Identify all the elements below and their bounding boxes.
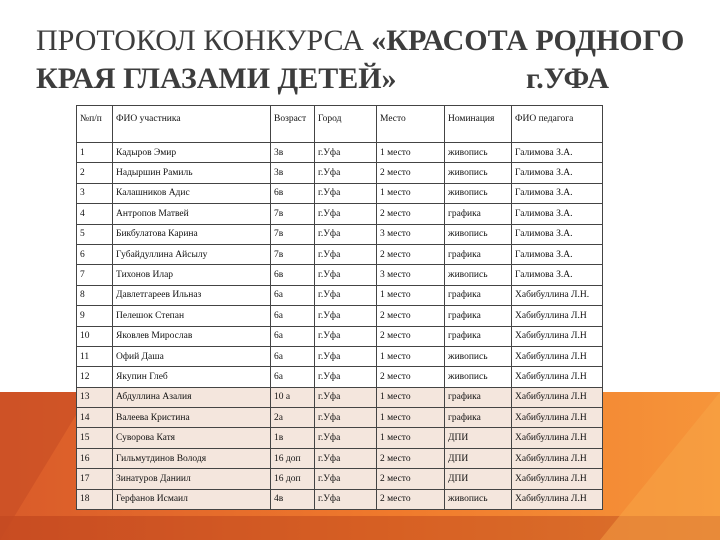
cell-col-city: г.Уфа bbox=[315, 469, 377, 489]
cell-col-age: 4в bbox=[271, 489, 315, 509]
cell-col-nomination: графика bbox=[445, 204, 512, 224]
cell-col-place: 2 место bbox=[377, 244, 445, 264]
cell-col-participant: Давлетгареев Ильназ bbox=[113, 285, 271, 305]
cell-col-number: 18 bbox=[77, 489, 113, 509]
results-table bbox=[76, 105, 603, 510]
cell-col-number: 7 bbox=[77, 265, 113, 285]
header-col-teacher: ФИО педагога bbox=[512, 106, 603, 143]
table-row bbox=[77, 428, 603, 448]
cell-col-city: г.Уфа bbox=[315, 306, 377, 326]
cell-col-city: г.Уфа bbox=[315, 367, 377, 387]
cell-col-city: г.Уфа bbox=[315, 326, 377, 346]
cell-col-number: 11 bbox=[77, 346, 113, 366]
cell-col-participant: Бикбулатова Карина bbox=[113, 224, 271, 244]
header-col-nomination: Номинация bbox=[445, 106, 512, 143]
cell-col-age: 6в bbox=[271, 265, 315, 285]
title-bold-part: «КРАСОТА РОДНОГО bbox=[371, 24, 685, 57]
cell-col-teacher: Галимова З.А. bbox=[512, 163, 603, 183]
header-col-city: Город bbox=[315, 106, 377, 143]
table-body bbox=[77, 143, 603, 510]
cell-col-city: г.Уфа bbox=[315, 265, 377, 285]
cell-col-city: г.Уфа bbox=[315, 143, 377, 163]
cell-col-participant: Кадыров Эмир bbox=[113, 143, 271, 163]
cell-col-teacher: Галимова З.А. bbox=[512, 244, 603, 264]
cell-col-city: г.Уфа bbox=[315, 387, 377, 407]
cell-col-teacher: Галимова З.А. bbox=[512, 265, 603, 285]
cell-col-age: 6а bbox=[271, 326, 315, 346]
cell-col-participant: Антропов Матвей bbox=[113, 204, 271, 224]
cell-col-participant: Суворова Катя bbox=[113, 428, 271, 448]
cell-col-participant: Якупин Глеб bbox=[113, 367, 271, 387]
table-row bbox=[77, 367, 603, 387]
cell-col-age: 2а bbox=[271, 408, 315, 428]
cell-col-place: 2 место bbox=[377, 306, 445, 326]
cell-col-participant: Пелешок Степан bbox=[113, 306, 271, 326]
cell-col-nomination: живопись bbox=[445, 265, 512, 285]
cell-col-teacher: Галимова З.А. bbox=[512, 143, 603, 163]
cell-col-city: г.Уфа bbox=[315, 428, 377, 448]
cell-col-place: 2 место bbox=[377, 448, 445, 468]
cell-col-teacher: Хабибуллина Л.Н bbox=[512, 489, 603, 509]
cell-col-nomination: живопись bbox=[445, 346, 512, 366]
cell-col-teacher: Хабибуллина Л.Н bbox=[512, 367, 603, 387]
table-row bbox=[77, 224, 603, 244]
cell-col-teacher: Хабибуллина Л.Н. bbox=[512, 285, 603, 305]
cell-col-age: 3в bbox=[271, 143, 315, 163]
cell-col-place: 1 место bbox=[377, 408, 445, 428]
cell-col-place: 2 место bbox=[377, 367, 445, 387]
cell-col-nomination: графика bbox=[445, 285, 512, 305]
table-row bbox=[77, 163, 603, 183]
cell-col-city: г.Уфа bbox=[315, 346, 377, 366]
cell-col-place: 2 место bbox=[377, 326, 445, 346]
header-col-place: Место bbox=[377, 106, 445, 143]
cell-col-teacher: Галимова З.А. bbox=[512, 183, 603, 203]
cell-col-participant: Офий Даша bbox=[113, 346, 271, 366]
title-city: г.УФА bbox=[526, 62, 610, 95]
cell-col-place: 2 место bbox=[377, 163, 445, 183]
cell-col-nomination: живопись bbox=[445, 183, 512, 203]
cell-col-number: 12 bbox=[77, 367, 113, 387]
cell-col-city: г.Уфа bbox=[315, 163, 377, 183]
cell-col-number: 1 bbox=[77, 143, 113, 163]
cell-col-teacher: Хабибуллина Л.Н bbox=[512, 326, 603, 346]
title-line-1 bbox=[36, 22, 696, 60]
cell-col-nomination: графика bbox=[445, 244, 512, 264]
cell-col-teacher: Галимова З.А. bbox=[512, 224, 603, 244]
table-row bbox=[77, 489, 603, 509]
decorative-triangle-right bbox=[600, 392, 720, 540]
cell-col-number: 8 bbox=[77, 285, 113, 305]
cell-col-nomination: графика bbox=[445, 387, 512, 407]
table-header-row bbox=[77, 106, 603, 143]
cell-col-city: г.Уфа bbox=[315, 204, 377, 224]
cell-col-nomination: ДПИ bbox=[445, 448, 512, 468]
cell-col-place: 1 место bbox=[377, 285, 445, 305]
cell-col-participant: Надыршин Рамиль bbox=[113, 163, 271, 183]
cell-col-teacher: Хабибуллина Л.Н bbox=[512, 306, 603, 326]
table-row bbox=[77, 306, 603, 326]
cell-col-nomination: живопись bbox=[445, 489, 512, 509]
header-col-age: Возраст bbox=[271, 106, 315, 143]
cell-col-participant: Тихонов Илар bbox=[113, 265, 271, 285]
header-col-participant: ФИО участника bbox=[113, 106, 271, 143]
cell-col-age: 6в bbox=[271, 183, 315, 203]
header-col-number: №п/п bbox=[77, 106, 113, 143]
cell-col-number: 14 bbox=[77, 408, 113, 428]
cell-col-age: 3в bbox=[271, 163, 315, 183]
cell-col-participant: Яковлев Мирослав bbox=[113, 326, 271, 346]
cell-col-place: 2 место bbox=[377, 469, 445, 489]
cell-col-place: 1 место bbox=[377, 143, 445, 163]
cell-col-place: 3 место bbox=[377, 224, 445, 244]
cell-col-age: 10 а bbox=[271, 387, 315, 407]
cell-col-teacher: Хабибуллина Л.Н bbox=[512, 346, 603, 366]
cell-col-number: 17 bbox=[77, 469, 113, 489]
table-row bbox=[77, 285, 603, 305]
table-row bbox=[77, 346, 603, 366]
cell-col-number: 4 bbox=[77, 204, 113, 224]
table-row bbox=[77, 204, 603, 224]
cell-col-age: 6а bbox=[271, 306, 315, 326]
cell-col-number: 3 bbox=[77, 183, 113, 203]
cell-col-number: 5 bbox=[77, 224, 113, 244]
cell-col-teacher: Хабибуллина Л.Н bbox=[512, 408, 603, 428]
table-row bbox=[77, 183, 603, 203]
cell-col-participant: Зинатуров Даниил bbox=[113, 469, 271, 489]
cell-col-number: 10 bbox=[77, 326, 113, 346]
cell-col-nomination: живопись bbox=[445, 163, 512, 183]
table-row bbox=[77, 265, 603, 285]
cell-col-age: 7в bbox=[271, 204, 315, 224]
cell-col-teacher: Хабибуллина Л.Н bbox=[512, 428, 603, 448]
cell-col-participant: Губайдуллина Айсылу bbox=[113, 244, 271, 264]
cell-col-participant: Абдуллина Азалия bbox=[113, 387, 271, 407]
cell-col-participant: Гильмутдинов Володя bbox=[113, 448, 271, 468]
table-row bbox=[77, 244, 603, 264]
cell-col-number: 2 bbox=[77, 163, 113, 183]
table-row bbox=[77, 326, 603, 346]
cell-col-nomination: графика bbox=[445, 326, 512, 346]
cell-col-age: 6а bbox=[271, 367, 315, 387]
cell-col-age: 7в bbox=[271, 224, 315, 244]
cell-col-place: 1 место bbox=[377, 183, 445, 203]
title-line-2: КРАЯ ГЛАЗАМИ ДЕТЕЙ» bbox=[36, 62, 397, 95]
cell-col-place: 3 место bbox=[377, 265, 445, 285]
cell-col-city: г.Уфа bbox=[315, 244, 377, 264]
cell-col-age: 16 доп bbox=[271, 448, 315, 468]
cell-col-participant: Валеева Кристина bbox=[113, 408, 271, 428]
cell-col-teacher: Галимова З.А. bbox=[512, 204, 603, 224]
cell-col-place: 1 место bbox=[377, 387, 445, 407]
table-row bbox=[77, 387, 603, 407]
cell-col-city: г.Уфа bbox=[315, 183, 377, 203]
cell-col-age: 6а bbox=[271, 285, 315, 305]
cell-col-participant: Герфанов Исмаил bbox=[113, 489, 271, 509]
cell-col-place: 2 место bbox=[377, 489, 445, 509]
cell-col-number: 9 bbox=[77, 306, 113, 326]
cell-col-number: 13 bbox=[77, 387, 113, 407]
cell-col-teacher: Хабибуллина Л.Н bbox=[512, 469, 603, 489]
cell-col-nomination: ДПИ bbox=[445, 428, 512, 448]
cell-col-participant: Калашников Адис bbox=[113, 183, 271, 203]
cell-col-city: г.Уфа bbox=[315, 489, 377, 509]
cell-col-city: г.Уфа bbox=[315, 448, 377, 468]
cell-col-city: г.Уфа bbox=[315, 408, 377, 428]
cell-col-age: 6а bbox=[271, 346, 315, 366]
title-regular-part: ПРОТОКОЛ КОНКУРСА bbox=[36, 24, 372, 57]
cell-col-age: 16 доп bbox=[271, 469, 315, 489]
cell-col-place: 1 место bbox=[377, 428, 445, 448]
cell-col-teacher: Хабибуллина Л.Н bbox=[512, 448, 603, 468]
cell-col-place: 1 место bbox=[377, 346, 445, 366]
cell-col-nomination: живопись bbox=[445, 367, 512, 387]
cell-col-nomination: графика bbox=[445, 306, 512, 326]
cell-col-nomination: графика bbox=[445, 408, 512, 428]
cell-col-city: г.Уфа bbox=[315, 224, 377, 244]
cell-col-number: 16 bbox=[77, 448, 113, 468]
table-row bbox=[77, 143, 603, 163]
cell-col-nomination: ДПИ bbox=[445, 469, 512, 489]
cell-col-city: г.Уфа bbox=[315, 285, 377, 305]
cell-col-teacher: Хабибуллина Л.Н bbox=[512, 387, 603, 407]
cell-col-age: 1в bbox=[271, 428, 315, 448]
cell-col-number: 6 bbox=[77, 244, 113, 264]
table-row bbox=[77, 448, 603, 468]
cell-col-nomination: живопись bbox=[445, 143, 512, 163]
cell-col-place: 2 место bbox=[377, 204, 445, 224]
cell-col-age: 7в bbox=[271, 244, 315, 264]
table-row bbox=[77, 408, 603, 428]
cell-col-nomination: живопись bbox=[445, 224, 512, 244]
slide-title bbox=[36, 22, 696, 98]
cell-col-number: 15 bbox=[77, 428, 113, 448]
table-row bbox=[77, 469, 603, 489]
